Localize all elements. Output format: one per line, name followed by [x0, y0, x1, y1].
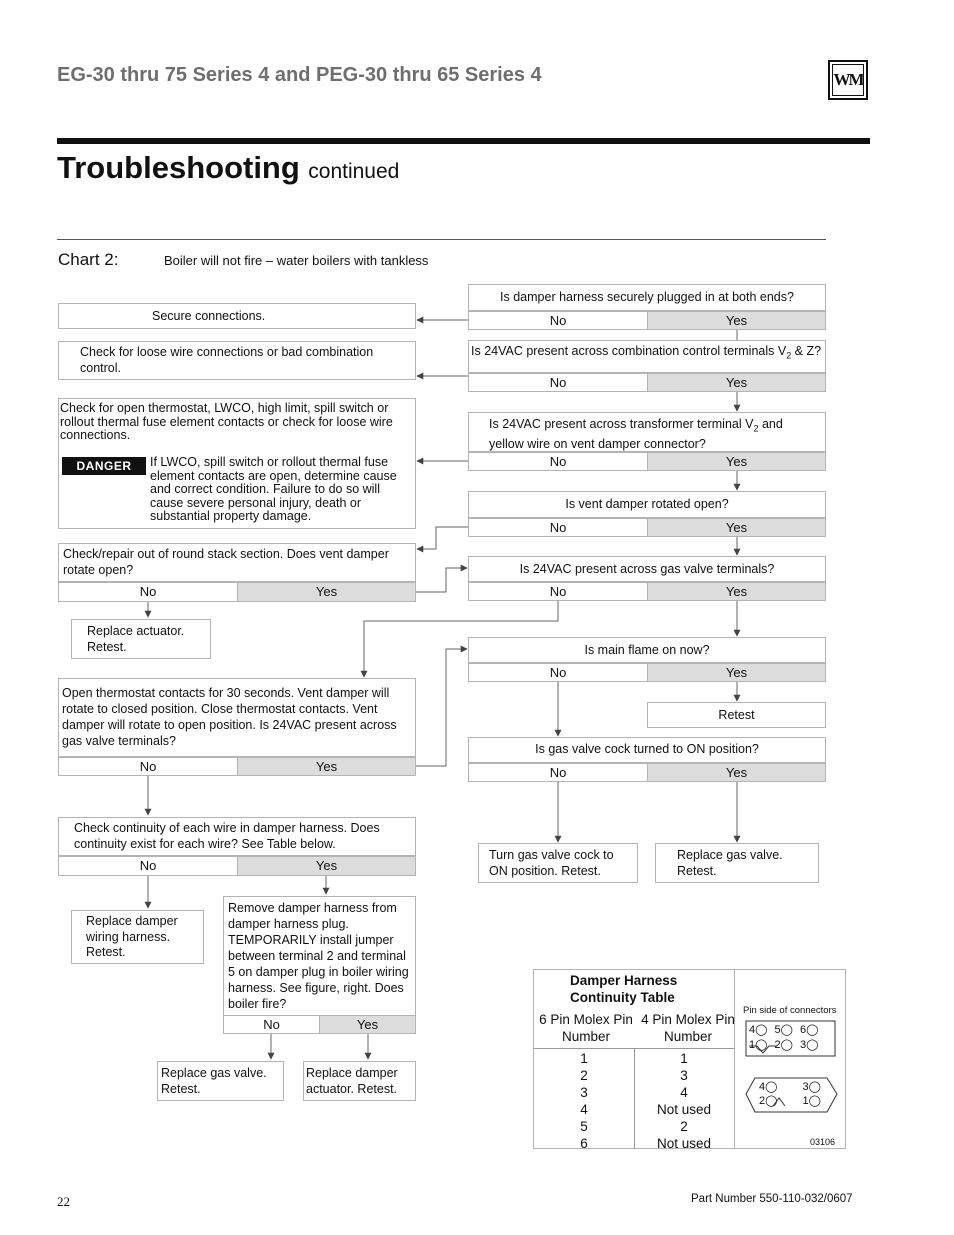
four-pin-top: 4◯ 3◯: [759, 1081, 821, 1093]
replace-damper-actuator-box: Replace damper actuator. Retest.: [303, 1061, 416, 1101]
q1-no: No: [468, 311, 648, 330]
table-cell-4pin: Not used: [656, 1102, 712, 1117]
question-text: Is 24VAC present across gas valve terminals?: [519, 562, 775, 576]
q2-yes: Yes: [647, 373, 826, 392]
six-pin-top: 4◯ 5◯ 6◯: [749, 1024, 819, 1036]
pin-4-4: 4: [759, 1081, 766, 1093]
thermostat-yes: Yes: [237, 757, 416, 776]
box-text: Secure connections.: [152, 309, 266, 323]
stack-no: No: [58, 582, 238, 602]
pin-6-2: 2: [774, 1039, 781, 1051]
q4-yes: Yes: [647, 518, 826, 537]
pin-6-3: 3: [800, 1039, 807, 1051]
remove-no: No: [223, 1015, 320, 1034]
q2-text-c: & Z?: [791, 344, 822, 358]
q3-sub: 2: [753, 423, 759, 434]
q3-yes: Yes: [647, 452, 826, 471]
continuity-box: Check continuity of each wire in damper harness. Does continuity exist for each wire? See Table below.: [58, 817, 416, 856]
question-transformer: [468, 412, 826, 452]
danger-badge: DANGER: [62, 457, 146, 475]
continuity-no: No: [58, 856, 238, 876]
retest-text: Retest: [718, 708, 755, 722]
stack-section-box: Check/repair out of round stack section. Does vent damper rotate open?: [58, 543, 416, 582]
title-suffix: continued: [308, 160, 400, 183]
replace-gas-valve-left-box: Replace gas valve. Retest.: [157, 1061, 284, 1101]
table-cell-6pin: 4: [580, 1102, 588, 1117]
table-cell-4pin: 2: [680, 1119, 688, 1134]
chart-label: Chart 2:: [58, 250, 119, 269]
page-number: 22: [57, 1194, 70, 1209]
series-heading: EG-30 thru 75 Series 4 and PEG-30 thru 65 Series 4: [57, 64, 542, 86]
turn-gas-cock-box: Turn gas valve cock to ON position. Retest.: [478, 843, 638, 883]
table-cell-4pin: 1: [680, 1051, 688, 1066]
pin-4-2: 2: [759, 1095, 766, 1107]
table-cell-6pin: 6: [580, 1136, 588, 1151]
table-cell-4pin: 3: [680, 1068, 688, 1083]
remove-yes: Yes: [319, 1015, 416, 1034]
q5-no: No: [468, 582, 648, 601]
question-text: Is damper harness securely plugged in at both ends?: [500, 290, 794, 304]
table-cell-4pin: 4: [680, 1085, 688, 1100]
q7-no: No: [468, 763, 648, 782]
replace-actuator-box: Replace actuator. Retest.: [71, 619, 211, 659]
q2-sub: 2: [786, 350, 792, 361]
replace-harness-box: Replace damper wiring harness. Retest.: [71, 910, 204, 964]
question-vent-damper: [468, 491, 826, 518]
continuity-yes: Yes: [237, 856, 416, 876]
replace-gas-valve-box: Replace gas valve. Retest.: [655, 843, 819, 883]
thermostat-box: Open thermostat contacts for 30 seconds. Vent damper will rotate to closed position. Close thermostat contacts. Vent damper will rotate to open position. Is 24VAC present across gas valve terminals?: [58, 678, 416, 757]
question-gas-cock: [468, 737, 826, 763]
question-damper-harness: [468, 284, 826, 311]
table-cell-6pin: 5: [580, 1119, 588, 1134]
remove-harness-box: Remove damper harness from damper harness plug. TEMPORARILY install jumper between terminal 2 and terminal 5 on damper plug in boiler wiring harness. See figure, right. Does boiler fire?: [223, 896, 416, 1016]
box-text: Check for open thermostat, LWCO, high limit, spill switch or rollout thermal fuse element contacts or check for loose wire connections.: [60, 401, 393, 442]
continuity-table: [533, 969, 846, 1149]
loose-wire-box: Check for loose wire connections or bad combination control.: [58, 341, 416, 380]
stack-yes: Yes: [237, 582, 416, 602]
open-contacts-box: [58, 398, 416, 529]
q3-text-c: and yellow wire on vent damper connector?: [489, 417, 783, 451]
table-title: Damper Harness Continuity Table: [570, 973, 678, 1005]
question-text: Is gas valve cock turned to ON position?: [535, 742, 759, 756]
logo-text: WM: [833, 70, 863, 89]
pin-6-4: 4: [749, 1024, 756, 1036]
q2-text-a: Is 24VAC present across combination control terminals V: [471, 344, 787, 358]
title-main: Troubleshooting: [57, 150, 300, 185]
pin-4-1: 1: [802, 1095, 809, 1107]
question-gas-valve-terminals: [468, 556, 826, 582]
q3-text-a: Is 24VAC present across transformer terminal V: [489, 417, 754, 431]
q6-no: No: [468, 663, 648, 682]
table-cell-6pin: 1: [580, 1051, 588, 1066]
six-pin-bottom: 1◯ 2◯ 3◯: [749, 1039, 819, 1051]
secure-connections-box: [58, 303, 416, 329]
q4-no: No: [468, 518, 648, 537]
chart-description: Boiler will not fire – water boilers with tankless: [164, 253, 429, 268]
part-number: Part Number 550-110-032/0607: [691, 1193, 853, 1205]
q5-yes: Yes: [647, 582, 826, 601]
pin-6-1: 1: [749, 1039, 756, 1051]
question-text: Is vent damper rotated open?: [565, 497, 729, 511]
pin-6-6: 6: [800, 1024, 807, 1036]
table-cell-6pin: 2: [580, 1068, 588, 1083]
four-pin-bottom: 2◯ 1◯: [759, 1095, 821, 1107]
q3-no: No: [468, 452, 648, 471]
retest-box: [647, 702, 826, 728]
table-cell-4pin: Not used: [656, 1136, 712, 1151]
q7-yes: Yes: [647, 763, 826, 782]
thermostat-no: No: [58, 757, 238, 776]
col1-header: 6 Pin Molex Pin Number: [539, 1012, 633, 1044]
pin-6-5: 5: [774, 1024, 781, 1036]
q6-yes: Yes: [647, 663, 826, 682]
table-right-divider: [734, 970, 735, 1149]
pin-label: Pin side of connectors: [743, 1005, 837, 1016]
q2-no: No: [468, 373, 648, 392]
table-cell-6pin: 3: [580, 1085, 588, 1100]
question-text: Is main flame on now?: [584, 643, 710, 657]
question-combination-control: [468, 340, 826, 373]
question-main-flame: [468, 637, 826, 663]
figure-id: 03106: [810, 1137, 836, 1147]
danger-text: If LWCO, spill switch or rollout thermal fuse element contacts are open, determine cause and correct condition. Failure to do so will cause severe personal injury, death or substantial property damage.: [150, 455, 397, 523]
pin-4-3: 3: [802, 1081, 809, 1093]
col2-header: 4 Pin Molex Pin Number: [641, 1012, 735, 1044]
q1-yes: Yes: [647, 311, 826, 330]
